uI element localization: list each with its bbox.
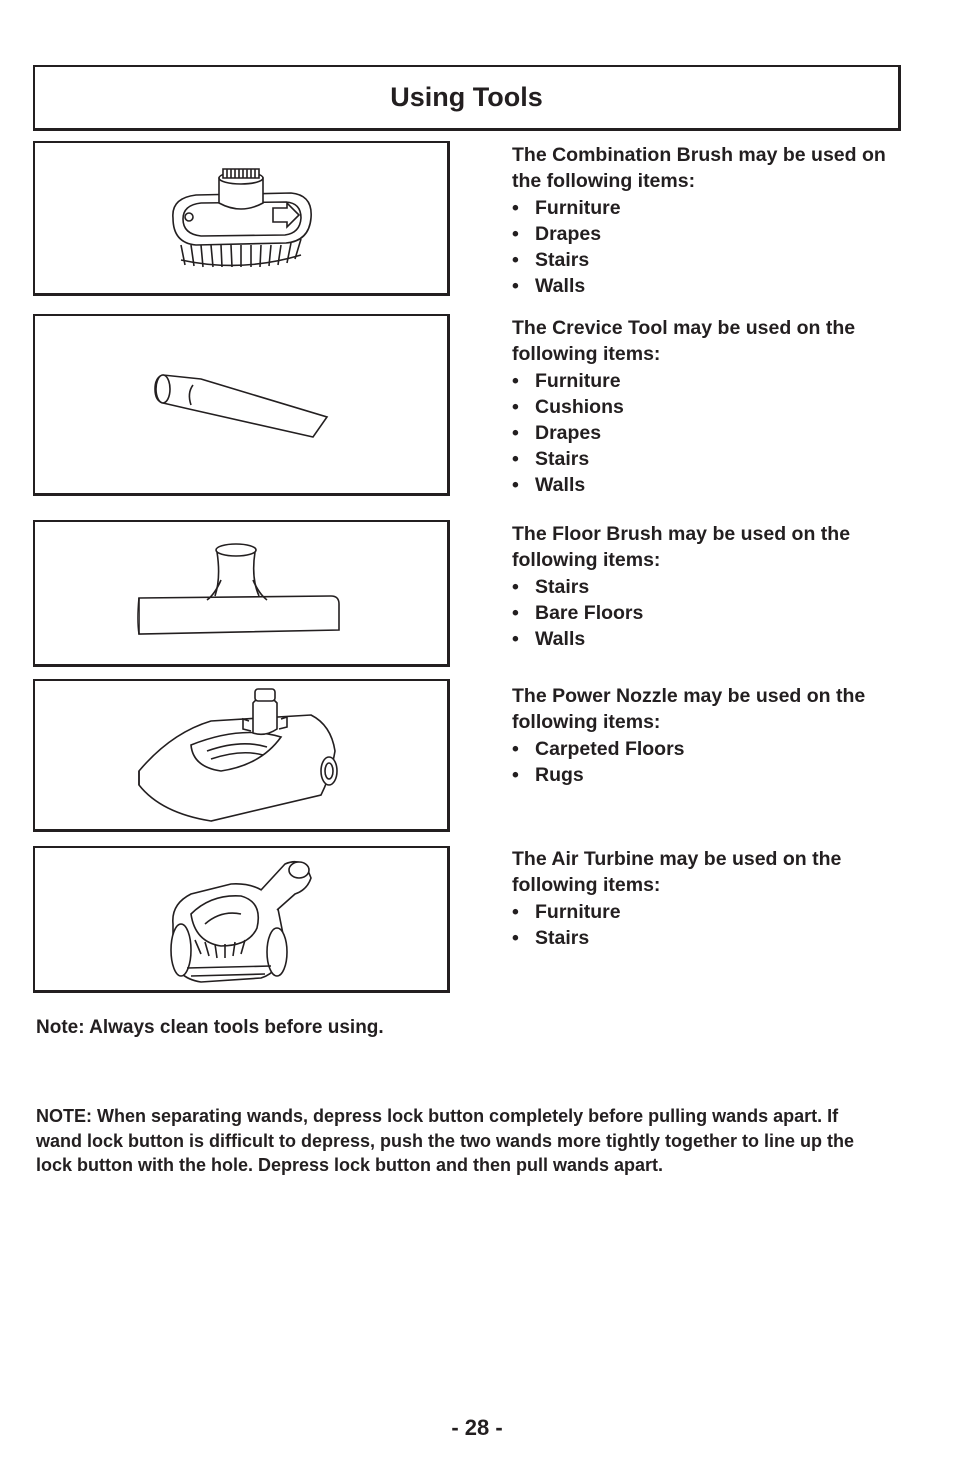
combination-brush-description xyxy=(512,143,912,299)
list-item: • Walls xyxy=(512,472,912,498)
air-turbine-list xyxy=(512,899,912,951)
wand-separation-note: NOTE: When separating wands, depress lock button completely before pulling wands apart. If wand lock button is difficult to depress, push the two wands more tightly together to line up the lock button with the hole. Depress lock button and then pull wands apart. xyxy=(36,1106,855,1175)
list-item: • Stairs xyxy=(512,925,912,951)
list-item: • Cushions xyxy=(512,394,912,420)
air-turbine-description xyxy=(512,847,912,951)
combination-brush-list xyxy=(512,195,912,299)
power-nozzle-illustration xyxy=(33,679,450,832)
list-item: • Walls xyxy=(512,626,912,652)
power-nozzle-list xyxy=(512,736,912,788)
combination-brush-intro: The Combination Brush may be used on the following items: xyxy=(512,144,886,192)
list-item: • Stairs xyxy=(512,574,912,600)
floor-brush-intro: The Floor Brush may be used on the following items: xyxy=(512,523,851,571)
combination-brush-icon xyxy=(161,163,321,273)
list-item: • Carpeted Floors xyxy=(512,736,912,762)
list-item: • Bare Floors xyxy=(512,600,912,626)
list-item: • Stairs xyxy=(512,247,912,273)
air-turbine-intro: The Air Turbine may be used on the following items: xyxy=(512,848,842,896)
clean-tools-note: Note: Always clean tools before using. xyxy=(36,1017,384,1038)
page-title: Using Tools xyxy=(390,82,543,112)
list-item: • Stairs xyxy=(512,446,912,472)
crevice-tool-list xyxy=(512,368,912,498)
list-item: • Furniture xyxy=(512,899,912,925)
air-turbine-icon xyxy=(161,854,321,984)
page-number: - 28 - xyxy=(451,1415,503,1440)
list-item: • Furniture xyxy=(512,195,912,221)
floor-brush-icon xyxy=(131,538,351,648)
power-nozzle-icon xyxy=(131,685,351,825)
section-title-box xyxy=(33,65,901,131)
floor-brush-description xyxy=(512,522,912,652)
crevice-tool-description xyxy=(512,316,912,498)
power-nozzle-description xyxy=(512,684,912,788)
list-item: • Drapes xyxy=(512,420,912,446)
crevice-tool-intro: The Crevice Tool may be used on the following items: xyxy=(512,317,856,365)
crevice-tool-illustration xyxy=(33,314,450,496)
air-turbine-illustration xyxy=(33,846,450,993)
floor-brush-list xyxy=(512,574,912,652)
crevice-tool-icon xyxy=(141,365,341,445)
list-item: • Furniture xyxy=(512,368,912,394)
power-nozzle-intro: The Power Nozzle may be used on the following items: xyxy=(512,685,866,733)
list-item: • Rugs xyxy=(512,762,912,788)
list-item: • Walls xyxy=(512,273,912,299)
floor-brush-illustration xyxy=(33,520,450,667)
combination-brush-illustration xyxy=(33,141,450,296)
list-item: • Drapes xyxy=(512,221,912,247)
